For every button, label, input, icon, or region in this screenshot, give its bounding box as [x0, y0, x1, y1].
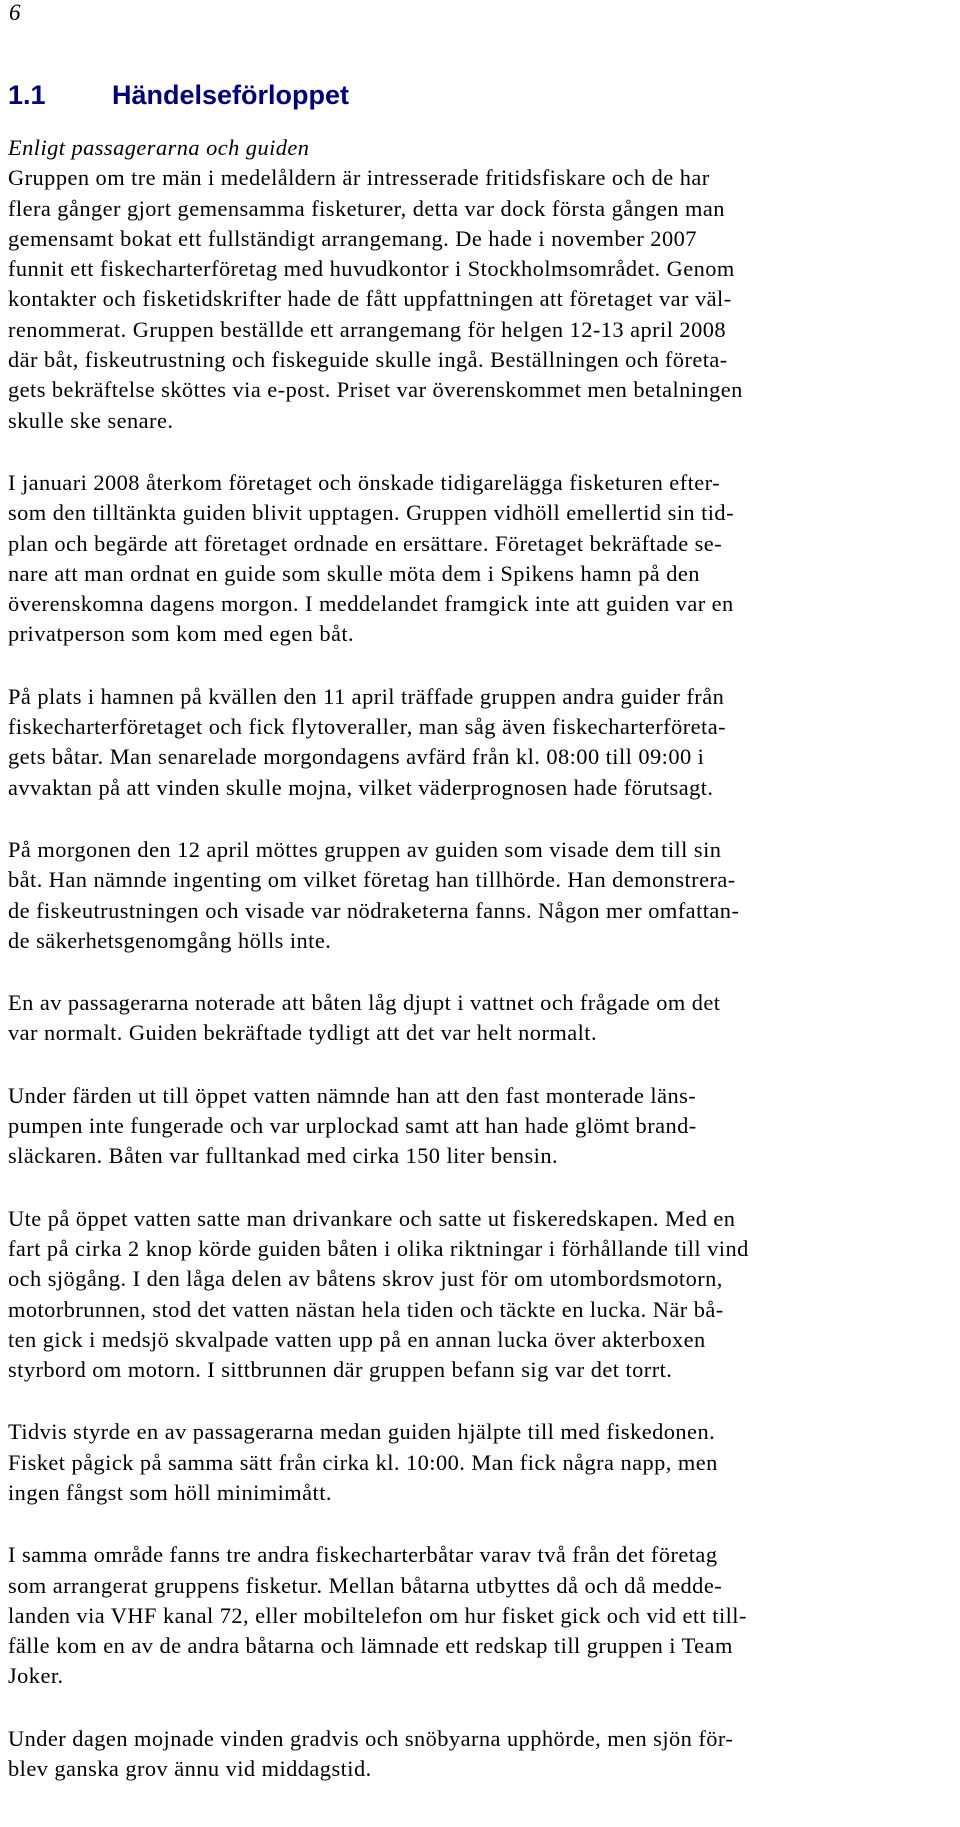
paragraph [8, 1540, 960, 1691]
text-line: styrbord om motorn. I sittbrunnen där gruppen befann sig var det torrt. [8, 1357, 673, 1383]
text-line: funnit ett fiskecharterföretag med huvudkontor i Stockholmsområdet. Genom [8, 256, 735, 282]
text-line: ten gick i medsjö skvalpade vatten upp på en annan lucka över akterboxen [8, 1326, 706, 1352]
text-line: båt. Han nämnde ingenting om vilket företag han tillhörde. Han demonstrera- [8, 867, 736, 893]
subheading: Enligt passagerarna och guiden [8, 135, 310, 160]
text-line: skulle ske senare. [8, 407, 174, 433]
text-line: I samma område fanns tre andra fiskecharterbåtar varav två från det företag [8, 1542, 718, 1568]
text-line: de fiskeutrustningen och visade var nödraketerna fanns. Någon mer omfattan- [8, 897, 740, 923]
text-line: Joker. [8, 1663, 64, 1689]
paragraph [8, 1204, 960, 1386]
text-line: renommerat. Gruppen beställde ett arrangemang för helgen 12-13 april 2008 [8, 316, 727, 342]
paragraphs [8, 163, 960, 1784]
text-line: En av passagerarna noterade att båten låg djupt i vattnet och frågade om det [8, 990, 721, 1016]
paragraph [8, 988, 960, 1049]
paragraph [8, 1081, 960, 1172]
text-line: och sjögång. I den låga delen av båtens skrov just för om utombordsmotorn, [8, 1266, 723, 1292]
text-line: avvaktan på att vinden skulle mojna, vilket väderprognosen hade förutsagt. [8, 774, 714, 800]
text-line: var normalt. Guiden bekräftade tydligt att det var helt normalt. [8, 1020, 598, 1046]
text-line: Ute på öppet vatten satte man drivankare och satte ut fiskeredskapen. Med en [8, 1205, 736, 1231]
text-line: fälle kom en av de andra båtarna och lämnade ett redskap till gruppen i Team [8, 1633, 733, 1659]
text-line: Gruppen om tre män i medelåldern är intresserade fritidsfiskare och de har [8, 165, 710, 191]
paragraph [8, 1417, 960, 1508]
text-line: I januari 2008 återkom företaget och önskade tidigarelägga fisketuren efter- [8, 469, 721, 495]
text-line: fiskecharterföretaget och fick flytoveraller, man såg även fiskecharterföreta- [8, 714, 726, 740]
text-line: Under dagen mojnade vinden gradvis och snöbyarna upphörde, men sjön för- [8, 1725, 734, 1751]
text-line: blev ganska grov ännu vid middagstid. [8, 1756, 372, 1782]
text-line: ingen fångst som höll minimimått. [8, 1479, 332, 1505]
text-line: plan och begärde att företaget ordnade en ersättare. Företaget bekräftade se- [8, 530, 723, 556]
section-title: Händelseförloppet [112, 80, 350, 110]
text-line: flera gånger gjort gemensamma fisketurer, detta var dock första gången man [8, 195, 725, 221]
text-line: Under färden ut till öppet vatten nämnde han att den fast monterade läns- [8, 1082, 697, 1108]
text-line: Tidvis styrde en av passagerarna medan guiden hjälpte till med fiskedonen. [8, 1419, 716, 1445]
section-heading [8, 78, 349, 112]
paragraph [8, 835, 960, 956]
text-line: kontakter och fisketidskrifter hade de fått uppfattningen att företaget var väl- [8, 286, 732, 312]
text-line: som arrangerat gruppens fisketur. Mellan båtarna utbyttes då och då medde- [8, 1572, 723, 1598]
page-number: 6 [9, 0, 21, 25]
text-line: Fisket pågick på samma sätt från cirka kl. 10:00. Man fick några napp, men [8, 1449, 718, 1475]
text-line: överenskomna dagens morgon. I meddelandet framgick inte att guiden var en [8, 591, 734, 617]
text-line: gets bekräftelse sköttes via e-post. Priset var överenskommet men betalningen [8, 377, 743, 403]
text-line: motorbrunnen, stod det vatten nästan hela tiden och täckte en lucka. När bå- [8, 1296, 724, 1322]
paragraph [8, 468, 960, 650]
body-text [8, 133, 960, 1816]
text-line: de säkerhetsgenomgång hölls inte. [8, 927, 332, 953]
text-line: gemensamt bokat ett fullständigt arrangemang. De hade i november 2007 [8, 225, 697, 251]
text-line: landen via VHF kanal 72, eller mobiltelefon om hur fisket gick och vid ett till- [8, 1602, 747, 1628]
text-line: släckaren. Båten var fulltankad med cirka 150 liter bensin. [8, 1143, 559, 1169]
text-line: som den tilltänkta guiden blivit upptagen. Gruppen vidhöll emellertid sin tid- [8, 500, 734, 526]
text-line: privatperson som kom med egen båt. [8, 621, 355, 647]
paragraph [8, 1724, 960, 1785]
text-line: gets båtar. Man senarelade morgondagens avfärd från kl. 08:00 till 09:00 i [8, 744, 705, 770]
text-line: fart på cirka 2 knop körde guiden båten i olika riktningar i förhållande till vind [8, 1235, 749, 1261]
text-line: På plats i hamnen på kvällen den 11 april träffade gruppen andra guider från [8, 683, 725, 709]
text-line: där båt, fiskeutrustning och fiskeguide skulle ingå. Beställningen och företa- [8, 347, 728, 373]
paragraph [8, 163, 960, 436]
text-line: pumpen inte fungerade och var urplockad samt att han hade glömt brand- [8, 1113, 697, 1139]
text-line: nare att man ordnat en guide som skulle möta dem i Spikens hamn på den [8, 560, 700, 586]
section-number: 1.1 [8, 80, 46, 110]
text-line: På morgonen den 12 april möttes gruppen av guiden som visade dem till sin [8, 836, 722, 862]
paragraph [8, 682, 960, 803]
